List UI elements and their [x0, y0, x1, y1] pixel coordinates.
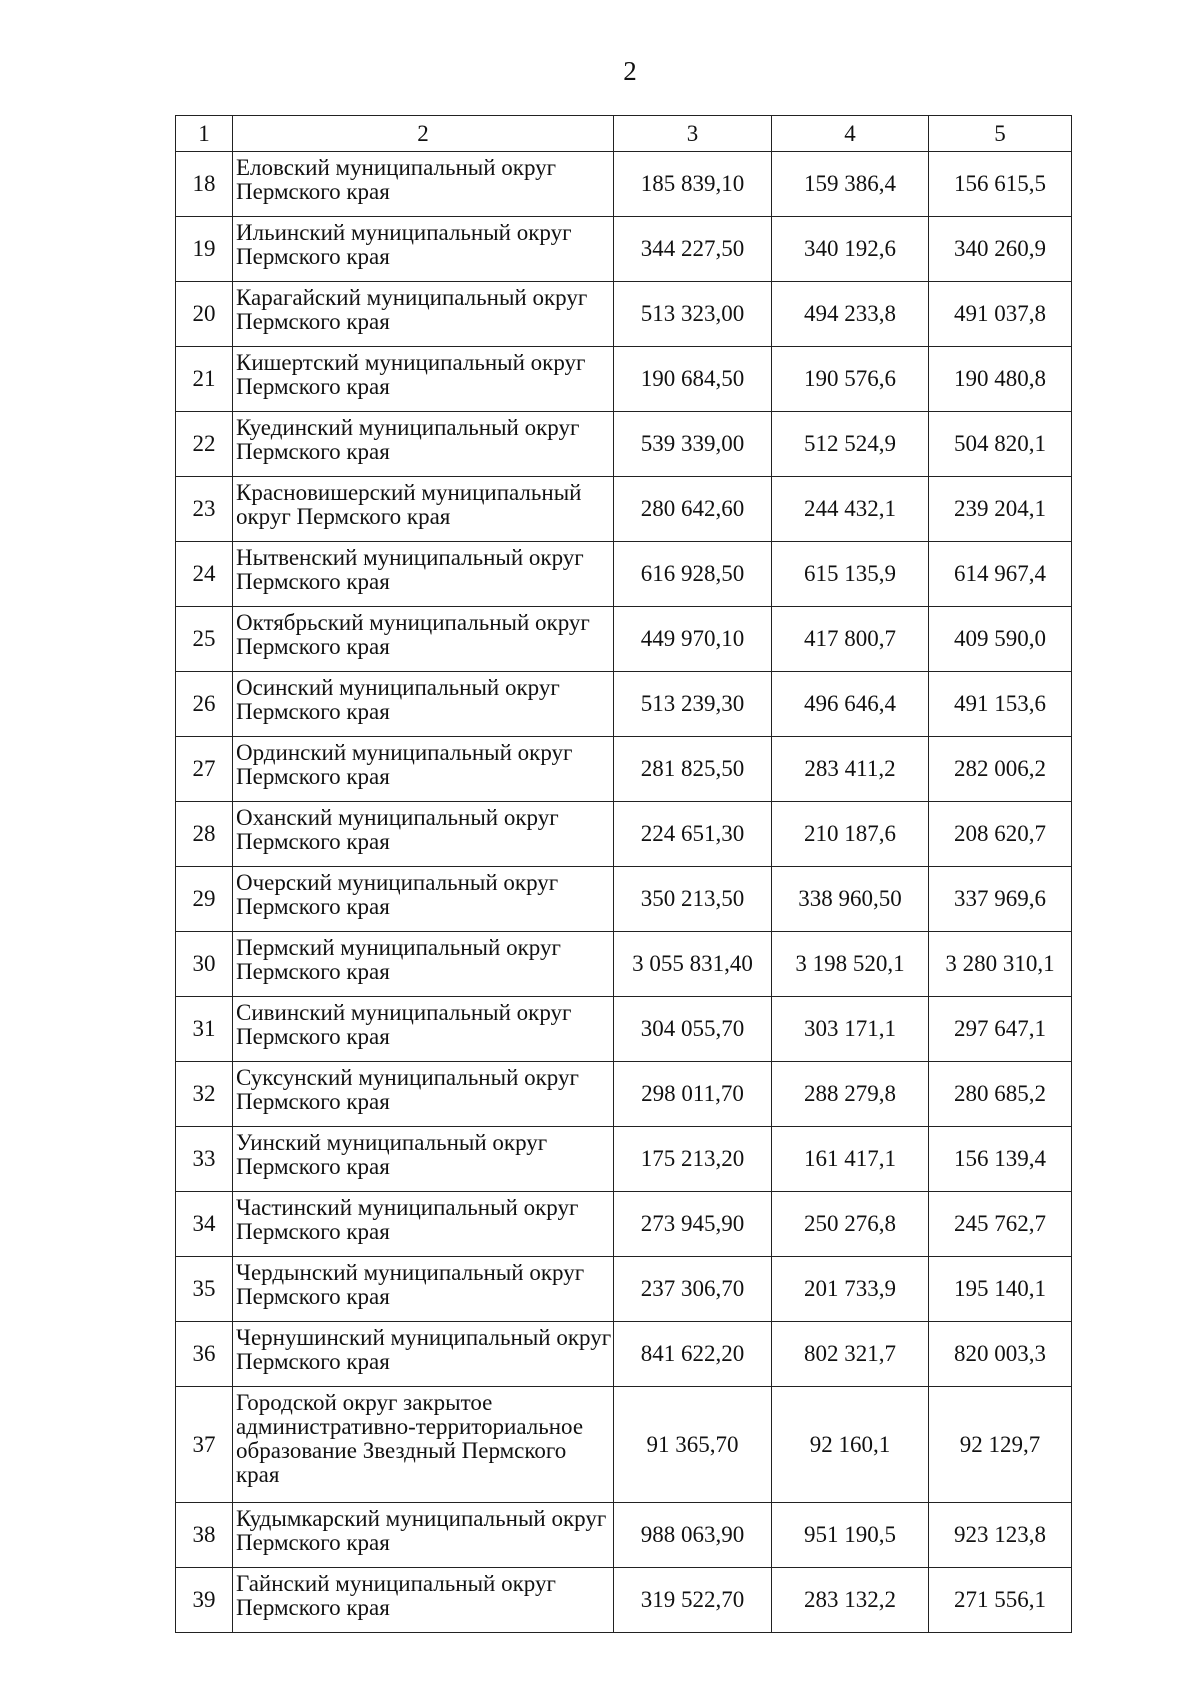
value-column-4: 417 800,7: [772, 607, 929, 672]
value-column-3: 175 213,20: [614, 1127, 772, 1192]
municipality-name: Чернушинский муниципальный округ Пермского края: [233, 1322, 614, 1387]
value-column-4: 951 190,5: [772, 1503, 929, 1568]
value-column-3: 190 684,50: [614, 347, 772, 412]
table-row: [176, 282, 1072, 347]
value-column-5: 195 140,1: [929, 1257, 1072, 1322]
value-column-4: 201 733,9: [772, 1257, 929, 1322]
value-column-3: 3 055 831,40: [614, 932, 772, 997]
value-column-3: 224 651,30: [614, 802, 772, 867]
value-column-4: 303 171,1: [772, 997, 929, 1062]
row-number: 25: [176, 607, 233, 672]
value-column-5: 820 003,3: [929, 1322, 1072, 1387]
value-column-3: 237 306,70: [614, 1257, 772, 1322]
value-column-4: 338 960,50: [772, 867, 929, 932]
value-column-5: 491 153,6: [929, 672, 1072, 737]
table-row: [176, 1192, 1072, 1257]
row-number: 26: [176, 672, 233, 737]
table-row: [176, 347, 1072, 412]
value-column-5: 280 685,2: [929, 1062, 1072, 1127]
table-row: [176, 1387, 1072, 1503]
value-column-5: 245 762,7: [929, 1192, 1072, 1257]
municipality-name: Нытвенский муниципальный округ Пермского края: [233, 542, 614, 607]
value-column-5: 271 556,1: [929, 1568, 1072, 1633]
value-column-5: 92 129,7: [929, 1387, 1072, 1503]
value-column-3: 449 970,10: [614, 607, 772, 672]
value-column-5: 3 280 310,1: [929, 932, 1072, 997]
row-number: 28: [176, 802, 233, 867]
table-row: [176, 867, 1072, 932]
row-number: 39: [176, 1568, 233, 1633]
column-header: 1: [176, 116, 233, 152]
table-header-row: [176, 116, 1072, 152]
municipality-name: Гайнский муниципальный округ Пермского края: [233, 1568, 614, 1633]
column-header: 3: [614, 116, 772, 152]
municipality-name: Кудымкарский муниципальный округ Пермского края: [233, 1503, 614, 1568]
municipality-name: Городской округ закрытое административно-территориальное образование Звездный Пермского края: [233, 1387, 614, 1503]
row-number: 27: [176, 737, 233, 802]
table-row: [176, 1568, 1072, 1633]
row-number: 35: [176, 1257, 233, 1322]
value-column-4: 512 524,9: [772, 412, 929, 477]
value-column-3: 281 825,50: [614, 737, 772, 802]
table-row: [176, 1322, 1072, 1387]
value-column-4: 494 233,8: [772, 282, 929, 347]
row-number: 33: [176, 1127, 233, 1192]
value-column-5: 282 006,2: [929, 737, 1072, 802]
value-column-3: 513 323,00: [614, 282, 772, 347]
municipality-name: Частинский муниципальный округ Пермского края: [233, 1192, 614, 1257]
municipality-name: Суксунский муниципальный округ Пермского края: [233, 1062, 614, 1127]
municipality-name: Ординский муниципальный округ Пермского края: [233, 737, 614, 802]
value-column-3: 280 642,60: [614, 477, 772, 542]
page-number: 2: [623, 56, 637, 86]
row-number: 19: [176, 217, 233, 282]
municipality-name: Карагайский муниципальный округ Пермского края: [233, 282, 614, 347]
value-column-4: 283 411,2: [772, 737, 929, 802]
value-column-4: 496 646,4: [772, 672, 929, 737]
table-row: [176, 802, 1072, 867]
value-column-3: 841 622,20: [614, 1322, 772, 1387]
value-column-3: 304 055,70: [614, 997, 772, 1062]
row-number: 37: [176, 1387, 233, 1503]
municipality-name: Очерский муниципальный округ Пермского края: [233, 867, 614, 932]
row-number: 21: [176, 347, 233, 412]
municipality-name: Пермский муниципальный округ Пермского края: [233, 932, 614, 997]
value-column-3: 185 839,10: [614, 152, 772, 217]
value-column-4: 3 198 520,1: [772, 932, 929, 997]
value-column-4: 250 276,8: [772, 1192, 929, 1257]
value-column-5: 156 139,4: [929, 1127, 1072, 1192]
table-row: [176, 672, 1072, 737]
value-column-4: 288 279,8: [772, 1062, 929, 1127]
value-column-5: 504 820,1: [929, 412, 1072, 477]
municipality-name: Красновишерский муниципальный округ Пермского края: [233, 477, 614, 542]
value-column-4: 340 192,6: [772, 217, 929, 282]
row-number: 23: [176, 477, 233, 542]
value-column-3: 273 945,90: [614, 1192, 772, 1257]
value-column-3: 513 239,30: [614, 672, 772, 737]
municipality-name: Еловский муниципальный округ Пермского края: [233, 152, 614, 217]
value-column-3: 616 928,50: [614, 542, 772, 607]
row-number: 22: [176, 412, 233, 477]
value-column-5: 208 620,7: [929, 802, 1072, 867]
row-number: 34: [176, 1192, 233, 1257]
value-column-3: 539 339,00: [614, 412, 772, 477]
value-column-4: 802 321,7: [772, 1322, 929, 1387]
row-number: 24: [176, 542, 233, 607]
row-number: 29: [176, 867, 233, 932]
value-column-4: 161 417,1: [772, 1127, 929, 1192]
value-column-5: 337 969,6: [929, 867, 1072, 932]
value-column-4: 244 432,1: [772, 477, 929, 542]
value-column-5: 614 967,4: [929, 542, 1072, 607]
municipality-name: Осинский муниципальный округ Пермского края: [233, 672, 614, 737]
row-number: 18: [176, 152, 233, 217]
table-row: [176, 737, 1072, 802]
table-row: [176, 412, 1072, 477]
row-number: 36: [176, 1322, 233, 1387]
value-column-3: 319 522,70: [614, 1568, 772, 1633]
value-column-3: 298 011,70: [614, 1062, 772, 1127]
value-column-4: 92 160,1: [772, 1387, 929, 1503]
municipality-name: Кишертский муниципальный округ Пермского края: [233, 347, 614, 412]
table-row: [176, 1503, 1072, 1568]
value-column-4: 190 576,6: [772, 347, 929, 412]
municipality-name: Сивинский муниципальный округ Пермского края: [233, 997, 614, 1062]
value-column-3: 91 365,70: [614, 1387, 772, 1503]
value-column-5: 340 260,9: [929, 217, 1072, 282]
table-row: [176, 542, 1072, 607]
table-row: [176, 1062, 1072, 1127]
value-column-3: 988 063,90: [614, 1503, 772, 1568]
municipality-name: Куединский муниципальный округ Пермского края: [233, 412, 614, 477]
row-number: 38: [176, 1503, 233, 1568]
row-number: 30: [176, 932, 233, 997]
value-column-3: 350 213,50: [614, 867, 772, 932]
municipality-name: Чердынский муниципальный округ Пермского края: [233, 1257, 614, 1322]
value-column-5: 923 123,8: [929, 1503, 1072, 1568]
table-row: [176, 932, 1072, 997]
value-column-5: 239 204,1: [929, 477, 1072, 542]
table-row: [176, 477, 1072, 542]
row-number: 31: [176, 997, 233, 1062]
value-column-5: 190 480,8: [929, 347, 1072, 412]
value-column-3: 344 227,50: [614, 217, 772, 282]
value-column-5: 297 647,1: [929, 997, 1072, 1062]
value-column-4: 210 187,6: [772, 802, 929, 867]
value-column-4: 615 135,9: [772, 542, 929, 607]
municipality-name: Ильинский муниципальный округ Пермского края: [233, 217, 614, 282]
municipality-name: Уинский муниципальный округ Пермского края: [233, 1127, 614, 1192]
value-column-4: 159 386,4: [772, 152, 929, 217]
table-row: [176, 1257, 1072, 1322]
table-row: [176, 1127, 1072, 1192]
value-column-4: 283 132,2: [772, 1568, 929, 1633]
table-row: [176, 607, 1072, 672]
value-column-5: 156 615,5: [929, 152, 1072, 217]
municipality-name: Октябрьский муниципальный округ Пермского края: [233, 607, 614, 672]
column-header: 2: [233, 116, 614, 152]
budget-table: [175, 115, 1072, 1633]
table-row: [176, 217, 1072, 282]
row-number: 20: [176, 282, 233, 347]
municipality-name: Оханский муниципальный округ Пермского края: [233, 802, 614, 867]
value-column-5: 409 590,0: [929, 607, 1072, 672]
value-column-5: 491 037,8: [929, 282, 1072, 347]
table-row: [176, 152, 1072, 217]
table-row: [176, 997, 1072, 1062]
column-header: 4: [772, 116, 929, 152]
column-header: 5: [929, 116, 1072, 152]
row-number: 32: [176, 1062, 233, 1127]
